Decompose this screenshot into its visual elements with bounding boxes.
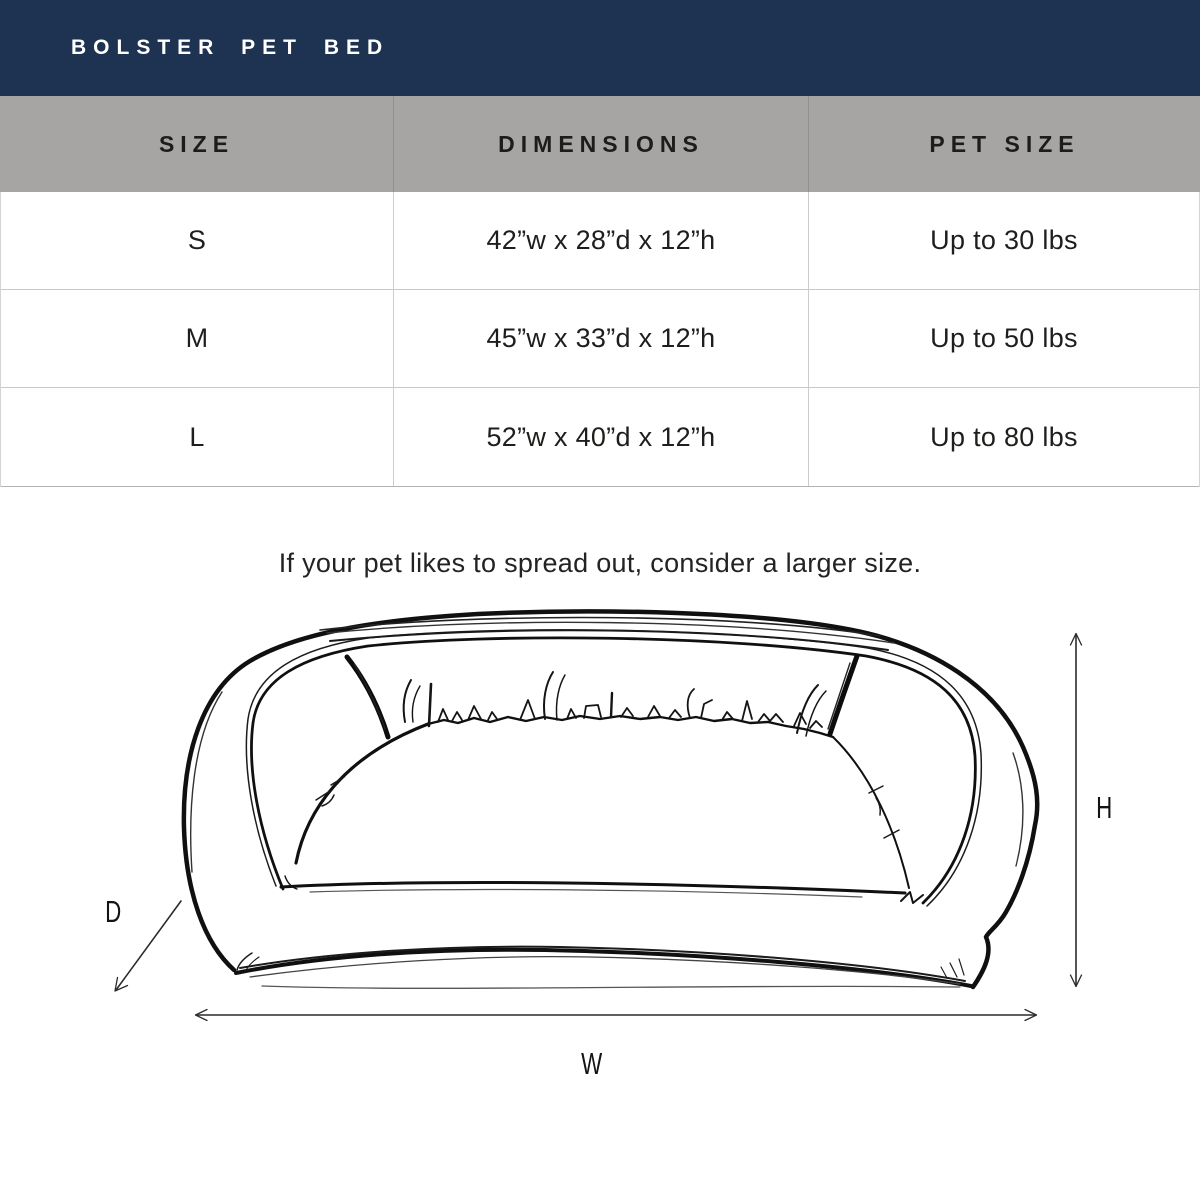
width-dimension-label: W xyxy=(581,1046,603,1081)
cell-size: M xyxy=(185,323,209,353)
height-dimension-label: H xyxy=(1096,790,1113,825)
fuzz-ticks xyxy=(237,777,964,978)
cell-dimensions: 45”w x 33”d x 12”h xyxy=(393,290,808,387)
column-header-pet-size: PET SIZE xyxy=(808,96,1200,192)
sizing-note: If your pet likes to spread out, consider a larger size. xyxy=(278,548,922,578)
column-header-dimensions: DIMENSIONS xyxy=(393,96,808,192)
table-row-medium xyxy=(1,290,1199,388)
cell-dimensions: 52”w x 40”d x 12”h xyxy=(393,388,808,486)
table-row-small xyxy=(1,192,1199,290)
cell-size: L xyxy=(189,421,205,452)
cell-dimensions: 42”w x 28”d x 12”h xyxy=(393,192,808,289)
page-title: BOLSTER PET BED xyxy=(71,36,390,59)
fur-spikes xyxy=(404,672,826,736)
table-header-row xyxy=(0,96,1200,192)
dimension-arrows xyxy=(115,634,1082,1021)
cell-size: S xyxy=(187,225,207,255)
base-rim xyxy=(236,950,971,986)
cushion-left-slope xyxy=(296,724,428,863)
depth-dimension-label: D xyxy=(105,894,122,929)
cushion-right-slope xyxy=(833,737,909,888)
cell-pet-size: Up to 30 lbs xyxy=(808,192,1199,289)
depth-arrow xyxy=(116,901,181,990)
right-corner-stroke xyxy=(830,656,857,734)
column-header-size: SIZE xyxy=(158,130,235,157)
cell-pet-size: Up to 80 lbs xyxy=(808,388,1199,486)
size-table xyxy=(0,192,1200,487)
title-bar xyxy=(0,0,1200,96)
seat-edge xyxy=(281,882,905,893)
cushion-fuzzy-top xyxy=(428,716,833,737)
table-row-large xyxy=(1,388,1199,487)
left-corner-stroke xyxy=(347,657,388,737)
bolster-inner-rim xyxy=(251,638,975,903)
bed-outer-outline xyxy=(184,611,1037,987)
cell-pet-size: Up to 50 lbs xyxy=(808,290,1199,387)
